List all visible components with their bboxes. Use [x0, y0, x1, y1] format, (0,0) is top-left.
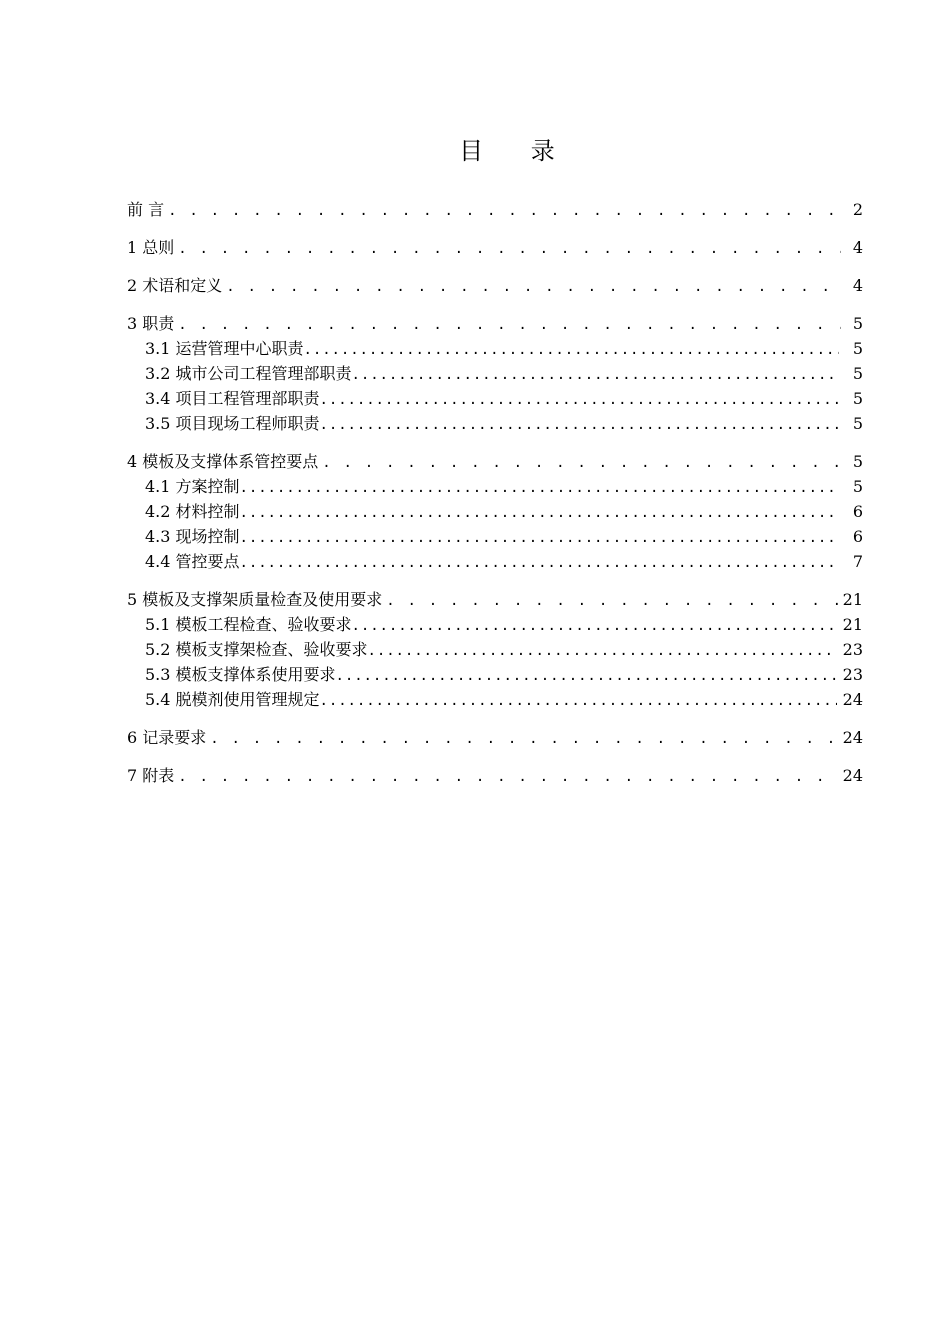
toc-subentry[interactable]: [127, 361, 863, 386]
toc-entry-general[interactable]: [127, 235, 863, 260]
toc-entry-page: 24: [842, 728, 863, 747]
dot-leader: [320, 413, 839, 436]
toc-entry-page: 23: [842, 665, 863, 684]
toc-entry-label: 4.1 方案控制: [145, 477, 240, 496]
toc-entry-page: 23: [842, 640, 863, 659]
dot-leader: [322, 451, 841, 474]
toc-subentry[interactable]: [127, 336, 863, 361]
toc-entry-page: 5: [852, 452, 863, 471]
dot-leader: [226, 275, 841, 298]
toc-entry-label: 5.1 模板工程检查、验收要求: [145, 615, 352, 634]
toc-subentry[interactable]: [127, 499, 863, 524]
toc-entry-page: 4: [852, 238, 863, 257]
toc-entry-page: 5: [852, 477, 863, 496]
toc-subentry[interactable]: [127, 524, 863, 549]
toc-entry-page: 6: [852, 527, 863, 546]
toc-subentry[interactable]: [127, 637, 863, 662]
toc-entry-label: 6 记录要求: [127, 728, 207, 747]
toc-entry-label: 3.4 项目工程管理部职责: [145, 389, 320, 408]
dot-leader: [352, 614, 837, 637]
toc-entry-quality[interactable]: [127, 587, 863, 612]
dot-leader: [210, 727, 838, 750]
toc-subentry[interactable]: [127, 612, 863, 637]
toc-entry-label: 4.2 材料控制: [145, 502, 240, 521]
dot-leader: [386, 589, 838, 612]
toc-entry-label: 5.4 脱模剂使用管理规定: [145, 690, 320, 709]
toc-title: 目 录: [459, 137, 575, 165]
toc-subentry[interactable]: [127, 474, 863, 499]
dot-leader: [178, 765, 838, 788]
dot-leader: [304, 338, 839, 361]
toc-entry-page: 2: [852, 200, 863, 219]
toc-entry-page: 5: [852, 414, 863, 433]
toc-entry-label: 7 附表: [127, 766, 175, 785]
toc-entry-page: 24: [842, 690, 863, 709]
toc-entry-label: 5 模板及支撑架质量检查及使用要求: [127, 590, 383, 609]
toc-subentry[interactable]: [127, 662, 863, 687]
toc-entry-page: 5: [852, 364, 863, 383]
toc-entry-page: 5: [852, 339, 863, 358]
toc-entry-page: 5: [852, 314, 863, 333]
toc-entry-label: 5.2 模板支撑架检查、验收要求: [145, 640, 368, 659]
toc-entry-label: 1 总则: [127, 238, 175, 257]
dot-leader: [168, 199, 841, 222]
table-of-contents: [127, 197, 863, 788]
toc-entry-page: 21: [842, 615, 863, 634]
toc-entry-responsibilities[interactable]: [127, 311, 863, 336]
dot-leader: [336, 664, 837, 687]
toc-entry-label: 4.3 现场控制: [145, 527, 240, 546]
toc-entry-label: 3 职责: [127, 314, 175, 333]
toc-entry-page: 7: [852, 552, 863, 571]
dot-leader: [320, 689, 837, 712]
dot-leader: [178, 313, 841, 336]
toc-subentry[interactable]: [127, 386, 863, 411]
dot-leader: [178, 237, 841, 260]
toc-entry-page: 5: [852, 389, 863, 408]
toc-entry-label: 2 术语和定义: [127, 276, 223, 295]
toc-entry-label: 3.2 城市公司工程管理部职责: [145, 364, 352, 383]
toc-entry-preface[interactable]: [127, 197, 863, 222]
toc-entry-page: 4: [852, 276, 863, 295]
toc-entry-label: 5.3 模板支撑体系使用要求: [145, 665, 336, 684]
toc-subentry[interactable]: [127, 549, 863, 574]
toc-entry-page: 21: [842, 590, 863, 609]
dot-leader: [240, 501, 839, 524]
dot-leader: [240, 551, 839, 574]
dot-leader: [368, 639, 837, 662]
toc-entry-label: 3.1 运营管理中心职责: [145, 339, 304, 358]
toc-entry-label: 3.5 项目现场工程师职责: [145, 414, 320, 433]
dot-leader: [320, 388, 839, 411]
toc-entry-label: 4 模板及支撑体系管控要点: [127, 452, 319, 471]
toc-entry-page: 24: [842, 766, 863, 785]
dot-leader: [240, 476, 839, 499]
toc-entry-label: 4.4 管控要点: [145, 552, 240, 571]
dot-leader: [240, 526, 839, 549]
toc-entry-label: 前 言: [127, 200, 165, 219]
toc-entry-appendix[interactable]: [127, 763, 863, 788]
dot-leader: [352, 363, 839, 386]
toc-entry-records[interactable]: [127, 725, 863, 750]
toc-entry-page: 6: [852, 502, 863, 521]
toc-subentry[interactable]: [127, 687, 863, 712]
toc-entry-formwork[interactable]: [127, 449, 863, 474]
toc-entry-terms[interactable]: [127, 273, 863, 298]
toc-subentry[interactable]: [127, 411, 863, 436]
